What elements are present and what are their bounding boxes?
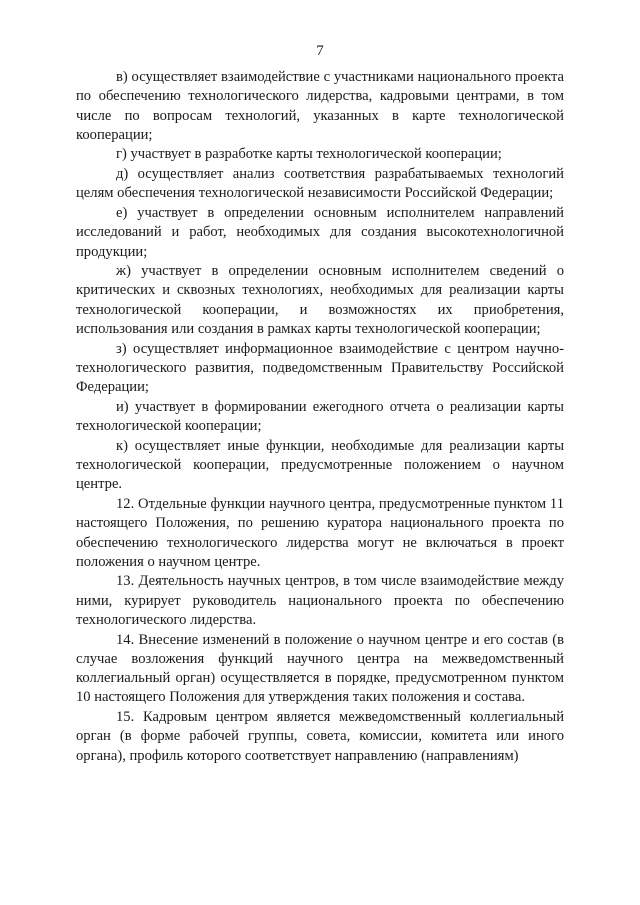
paragraph-z: з) осуществляет информационное взаимодействие с центром научно-технологического развития, подведомственным Правительству Российской Федерации; bbox=[76, 340, 564, 396]
paragraph-14: 14. Внесение изменений в положение о научном центре и его состав (в случае возложения функций научного центра на межведомственный коллегиальный орган) осуществляется в порядке, предусмотренном пунктом 10 настоящего Положения для утверждения таких положения и состава. bbox=[76, 631, 564, 706]
paragraph-g: г) участвует в разработке карты технологической кооперации; bbox=[116, 146, 502, 163]
page-number: 7 bbox=[316, 43, 324, 59]
paragraph-13: 13. Деятельность научных центров, в том числе взаимодействие между ними, курирует руководитель национального проекта по обеспечению технологического лидерства. bbox=[76, 573, 564, 628]
paragraph-12: 12. Отдельные функции научного центра, предусмотренные пунктом 11 настоящего Положения, по решению куратора национального проекта по обеспечению технологического лидерства могут не включаться в проект положения о научном центре. bbox=[76, 495, 564, 570]
paragraph-v: в) осуществляет взаимодействие с участниками национального проекта по обеспечению технологического лидерства, кадровыми центрами, в том числе по вопросам технологий, указанных в карте технологической кооперации; bbox=[76, 69, 564, 143]
paragraph-i: и) участвует в формировании ежегодного отчета о реализации карты технологической кооперации; bbox=[76, 398, 564, 435]
paragraph-e: е) участвует в определении основным исполнителем направлений исследований и работ, необходимых для создания высокотехнологичной продукции; bbox=[76, 204, 564, 260]
paragraph-d: д) осуществляет анализ соответствия разрабатываемых технологий целям обеспечения технологической независимости Российской Федерации; bbox=[76, 166, 564, 202]
paragraph-15: 15. Кадровым центром является межведомственный коллегиальный орган (в форме рабочей группы, совета, комиссии, комитета или иного органа), профиль которого соответствует направлению (направлениям) bbox=[76, 709, 564, 764]
paragraph-k: к) осуществляет иные функции, необходимые для реализации карты технологической кооперации, предусмотренные положением о научном центре. bbox=[76, 437, 564, 493]
paragraph-zh: ж) участвует в определении основным исполнителем сведений о критических и сквозных технологиях, необходимых для реализации карты технологической кооперации, и возможностях их приобретения, использования или создания в рамках карты технологической кооперации; bbox=[76, 263, 564, 338]
document-body bbox=[76, 68, 564, 766]
